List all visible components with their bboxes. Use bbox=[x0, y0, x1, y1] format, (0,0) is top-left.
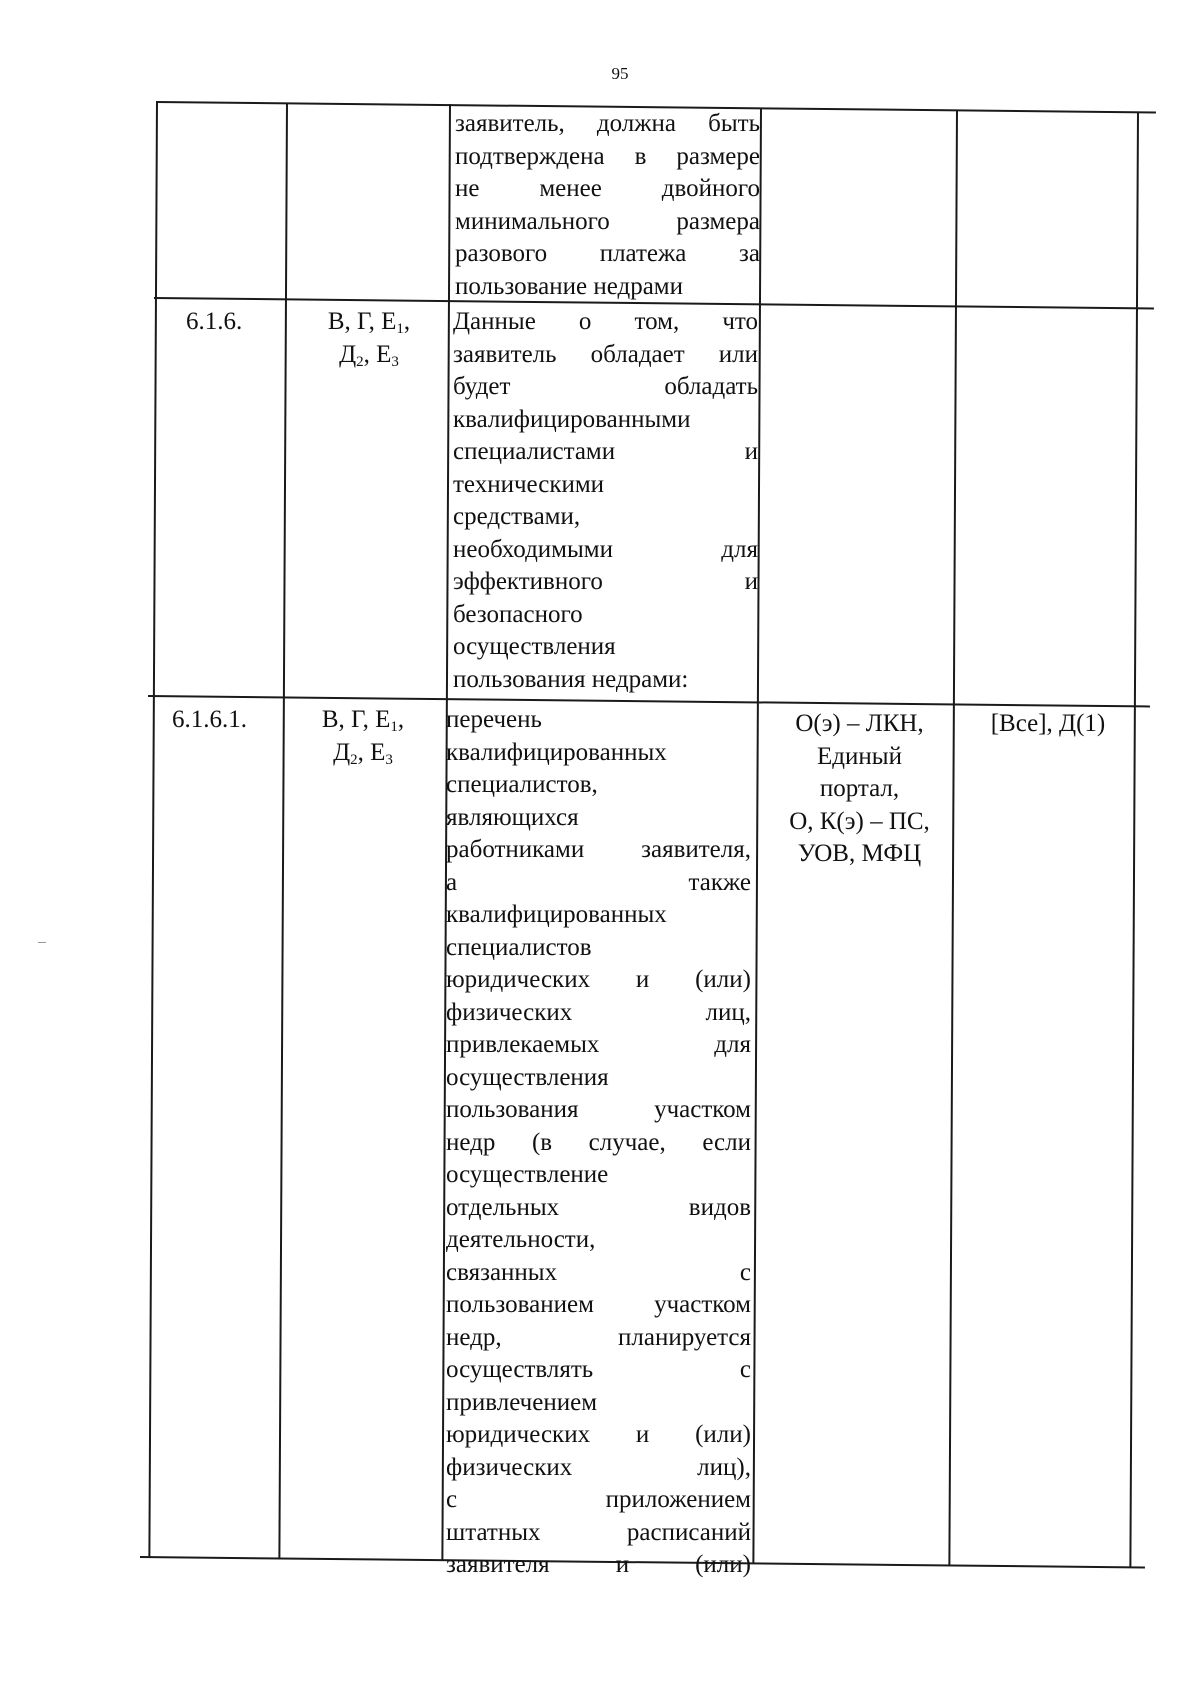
description-line: работниками заявителя, bbox=[446, 836, 751, 863]
description-line: отдельных видов bbox=[446, 1193, 751, 1221]
description-line: физических лиц), bbox=[446, 1453, 751, 1481]
documents-line: Единый bbox=[817, 742, 902, 770]
description-line: квалифицированных bbox=[446, 738, 667, 766]
description-line: с приложением bbox=[446, 1486, 751, 1513]
description-line: будет обладать bbox=[453, 373, 758, 400]
description-line: заявитель, должна быть bbox=[455, 110, 760, 137]
description-line: а также bbox=[446, 868, 751, 896]
description-line: перечень bbox=[446, 706, 542, 733]
row-6-1-6-1-description bbox=[446, 704, 751, 1582]
documents-line: портал, bbox=[819, 775, 900, 802]
description-line: юридических и (или) bbox=[446, 966, 751, 993]
description-line: юридических и (или) bbox=[446, 1421, 751, 1448]
description-line: квалифицированными bbox=[453, 405, 691, 433]
description-line: связанных с bbox=[446, 1258, 751, 1286]
description-line: пользования участком bbox=[446, 1096, 751, 1123]
description-line: разового платежа за bbox=[455, 240, 760, 267]
table-border-right bbox=[1129, 112, 1139, 1568]
documents-line: О(э) – ЛКН, bbox=[795, 710, 924, 737]
description-line: специалистами и bbox=[453, 438, 758, 465]
page-number: 95 bbox=[611, 64, 629, 83]
description-line: осуществление bbox=[446, 1161, 609, 1188]
row-6-1-6-1-documents bbox=[772, 708, 947, 871]
description-line: минимального размера bbox=[455, 207, 760, 235]
description-line: недр (в случае, если bbox=[446, 1128, 751, 1156]
row-6-1-6-1-stage: [Все], Д(1) bbox=[990, 710, 1106, 737]
description-line: физических лиц, bbox=[446, 998, 751, 1026]
description-line: пользование недрами bbox=[455, 272, 683, 300]
description-line: являющихся bbox=[446, 803, 579, 831]
description-line: заявителя и (или) bbox=[446, 1551, 751, 1578]
description-line: квалифицированных bbox=[446, 901, 667, 928]
description-line: эффективного и bbox=[453, 568, 758, 595]
description-line: техническими bbox=[453, 470, 605, 498]
description-line: специалистов bbox=[446, 933, 592, 961]
description-line: недр, планируется bbox=[446, 1323, 751, 1351]
table-border-left bbox=[148, 101, 158, 1557]
column-divider bbox=[948, 110, 958, 1566]
description-line: безопасного bbox=[453, 600, 583, 628]
row-cont-description bbox=[455, 108, 760, 303]
row-6-1-6-1-codes: В, Г, $Е_1$, $Д_2$, $Е_3$ bbox=[321, 706, 405, 768]
row-6-1-6-number: 6.1.6. bbox=[186, 308, 243, 335]
description-line: заявитель обладает или bbox=[453, 340, 758, 368]
documents-line: О, К(э) – ПС, bbox=[789, 807, 930, 835]
description-line: привлечением bbox=[446, 1388, 598, 1416]
description-line: подтверждена в размере bbox=[455, 142, 760, 170]
description-line: деятельности, bbox=[446, 1226, 596, 1253]
scan-mark bbox=[38, 942, 46, 943]
description-line: пользования недрами: bbox=[453, 665, 689, 693]
description-line: штатных расписаний bbox=[446, 1518, 751, 1546]
row-6-1-6-1-number: 6.1.6.1. bbox=[172, 706, 247, 733]
description-line: Данные о том, что bbox=[453, 308, 758, 335]
description-line: осуществления bbox=[446, 1063, 609, 1091]
description-line: необходимыми для bbox=[453, 535, 758, 563]
documents-line: УОВ, МФЦ bbox=[797, 840, 922, 867]
description-line: привлекаемых для bbox=[446, 1031, 751, 1058]
description-line: осуществления bbox=[453, 633, 616, 660]
description-line: специалистов, bbox=[446, 771, 598, 798]
description-line: пользованием участком bbox=[446, 1291, 751, 1318]
description-line: не менее двойного bbox=[455, 175, 760, 202]
description-line: средствами, bbox=[453, 503, 581, 530]
row-6-1-6-codes: В, Г, $Е_1$, $Д_2$, $Е_3$ bbox=[327, 308, 411, 370]
description-line: осуществлять с bbox=[446, 1356, 751, 1383]
row-6-1-6-description bbox=[453, 306, 758, 696]
